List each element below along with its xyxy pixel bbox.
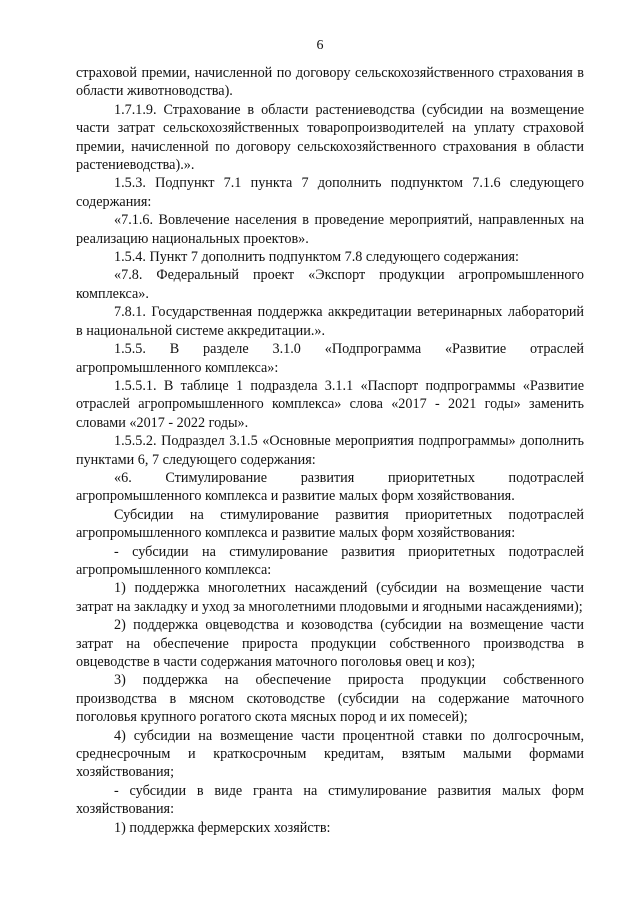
paragraph: - субсидии на стимулирование развития приоритетных подотраслей агропромышленного комплекса:: [76, 543, 584, 578]
paragraph: 1.5.5.2. Подраздел 3.1.5 «Основные мероприятия подпрограммы» дополнить пунктами 6, 7 следующего содержания:: [76, 433, 584, 468]
paragraph: 1) поддержка фермерских хозяйств:: [114, 819, 331, 836]
paragraph: 1.5.4. Пункт 7 дополнить подпунктом 7.8 следующего содержания:: [114, 249, 519, 266]
paragraph: 2) поддержка овцеводства и козоводства (субсидии на возмещение части затрат на обеспечение прироста продукции собственного производства в овцеводстве в части содержания маточного поголовья овец и коз);: [76, 617, 584, 670]
paragraph: 1.5.3. Подпункт 7.1 пункта 7 дополнить подпунктом 7.1.6 следующего содержания:: [76, 175, 584, 210]
paragraph: 1.7.1.9. Страхование в области растениеводства (субсидии на возмещение части затрат сельскохозяйственных товаропроизводителей на уплату страховой премии, начисленной по договору сельскохозяйственного страхования в области растениеводства).».: [76, 101, 584, 174]
paragraph: 1) поддержка многолетних насаждений (субсидии на возмещение части затрат на закладку и уход за многолетними плодовыми и ягодными насаждениями);: [76, 580, 584, 615]
paragraph: страховой премии, начисленной по договору сельскохозяйственного страхования в области животноводства).: [76, 65, 584, 100]
paragraph: Субсидии на стимулирование развития приоритетных подотраслей агропромышленного комплекса и развитие малых форм хозяйствования:: [76, 506, 584, 542]
paragraph: 7.8.1. Государственная поддержка аккредитации ветеринарных лабораторий в национальной системе аккредитации.».: [76, 304, 584, 339]
paragraph: 1.5.5.1. В таблице 1 подраздела 3.1.1 «Паспорт подпрограммы «Развитие отраслей агропромышленного комплекса» слова «2017 - 2021 годы» заменить словами «2017 - 2022 годы».: [76, 377, 584, 431]
paragraph: «6. Стимулирование развития приоритетных подотраслей агропромышленного комплекса и развитие малых форм хозяйствования.: [76, 469, 584, 505]
document-body: [76, 64, 584, 837]
paragraph: «7.8. Федеральный проект «Экспорт продукции агропромышленного комплекса».: [76, 267, 584, 302]
paragraph: - субсидии в виде гранта на стимулирование развития малых форм хозяйствования:: [76, 782, 584, 818]
paragraph: «7.1.6. Вовлечение населения в проведение мероприятий, направленных на реализацию национальных проектов».: [76, 212, 584, 247]
paragraph: 3) поддержка на обеспечение прироста продукции собственного производства в мясном скотоводстве (субсидии на содержание маточного поголовья крупного рогатого скота мясных пород и их помесей);: [76, 672, 584, 726]
paragraph: 4) субсидии на возмещение части процентной ставки по долгосрочным, среднесрочным и краткосрочным кредитам, взятым малыми формами хозяйствования;: [76, 727, 584, 781]
page-number: 6: [316, 38, 324, 53]
paragraph: 1.5.5. В разделе 3.1.0 «Подпрограмма «Развитие отраслей агропромышленного комплекса»:: [76, 341, 584, 376]
